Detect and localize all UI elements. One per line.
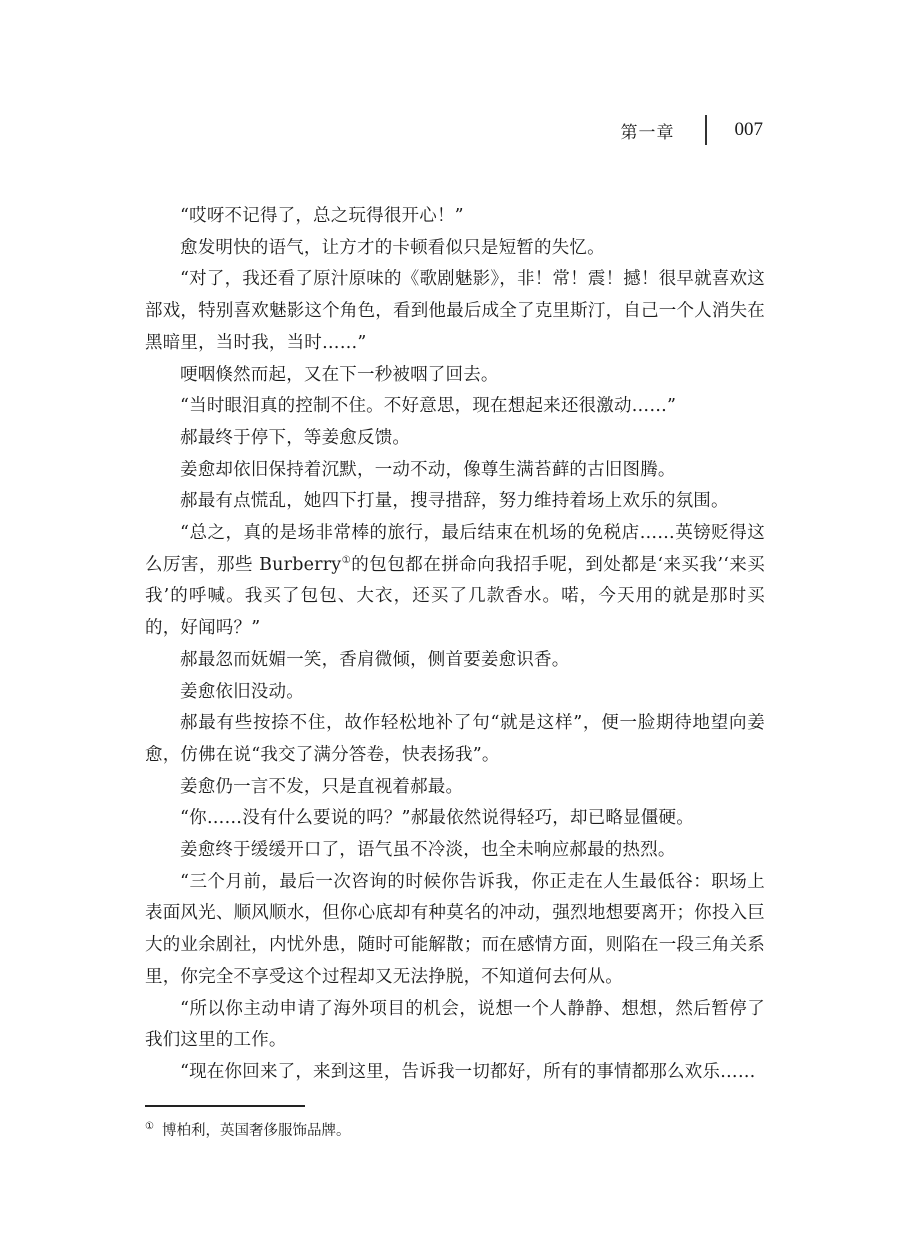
paragraph: “当时眼泪真的控制不住。不好意思，现在想起来还很激动……” bbox=[180, 396, 677, 417]
footnote-divider bbox=[145, 1105, 305, 1107]
paragraph: 姜愈依旧没动。 bbox=[180, 681, 304, 702]
page-number: 007 bbox=[734, 119, 763, 140]
body-text bbox=[145, 201, 765, 1089]
paragraph: 郝最终于停下，等姜愈反馈。 bbox=[180, 427, 411, 448]
footnote bbox=[145, 1120, 765, 1142]
footnote-mark: ① bbox=[145, 1121, 154, 1133]
paragraph-burberry bbox=[145, 518, 765, 645]
paragraph: 姜愈仍一言不发，只是直视着郝最。 bbox=[180, 776, 464, 797]
chapter-title: 第一章 bbox=[620, 122, 675, 143]
paragraph: “所以你主动申请了海外项目的机会，说想一个人静静、想想，然后暂停了我们这里的工作。 bbox=[145, 998, 765, 1051]
running-head bbox=[621, 116, 764, 144]
paragraph: 郝最有点慌乱，她四下打量，搜寻措辞，努力维持着场上欢乐的氛围。 bbox=[180, 491, 729, 512]
footnote-text: 博柏利，英国奢侈服饰品牌。 bbox=[161, 1123, 351, 1139]
footnote-reference: ① bbox=[341, 554, 352, 566]
paragraph: 愈发明快的语气，让方才的卡顿看似只是短暂的失忆。 bbox=[180, 237, 605, 258]
paragraph: 哽咽倏然而起，又在下一秒被咽了回去。 bbox=[180, 364, 499, 385]
paragraph: 郝最忽而妩媚一笑，香肩微倾，侧首要姜愈识香。 bbox=[180, 649, 570, 670]
paragraph-text: 的包包都在拼命向我招手呢，到处都是‘来买我’‘来买我’的呼喊。我买了包包、大衣，还买了几款香水。喏，今天用的就是那时买的，好闻吗？” bbox=[145, 554, 765, 639]
header-divider bbox=[705, 115, 707, 145]
paragraph: “三个月前，最后一次咨询的时候你告诉我，你正走在人生最低谷：职场上表面风光、顺风顺水，但你心底却有种莫名的冲动，强烈地想要离开；你投入巨大的业余剧社，内忧外患，随时可能解散；而在感情方面，则陷在一段三角关系里，你完全不享受这个过程却又无法挣脱，不知道何去何从。 bbox=[145, 871, 765, 987]
paragraph: “现在你回来了，来到这里，告诉我一切都好，所有的事情都那么欢乐…… bbox=[180, 1061, 756, 1082]
paragraph: 姜愈却依旧保持着沉默，一动不动，像尊生满苔藓的古旧图腾。 bbox=[180, 459, 676, 480]
paragraph: 郝最有些按捺不住，故作轻松地补了句“就是这样”，便一脸期待地望向姜愈，仿佛在说“我交了满分答卷，快表扬我”。 bbox=[145, 713, 765, 765]
paragraph: “你……没有什么要说的吗？”郝最依然说得轻巧，却已略显僵硬。 bbox=[180, 808, 694, 829]
paragraph: “对了，我还看了原汁原味的《歌剧魅影》，非！常！震！撼！很早就喜欢这部戏，特别喜欢魅影这个角色，看到他最后成全了克里斯汀，自己一个人消失在黑暗里，当时我，当时……” bbox=[145, 269, 765, 353]
paragraph: “哎呀不记得了，总之玩得很开心！” bbox=[180, 206, 464, 226]
paragraph: 姜愈终于缓缓开口了，语气虽不冷淡，也全未响应郝最的热烈。 bbox=[180, 840, 676, 861]
paragraph-text: “总之，真的是场非常棒的旅行，最后结束在机场的免税店……英镑贬得这么厉害，那些 Burberry bbox=[145, 523, 765, 575]
